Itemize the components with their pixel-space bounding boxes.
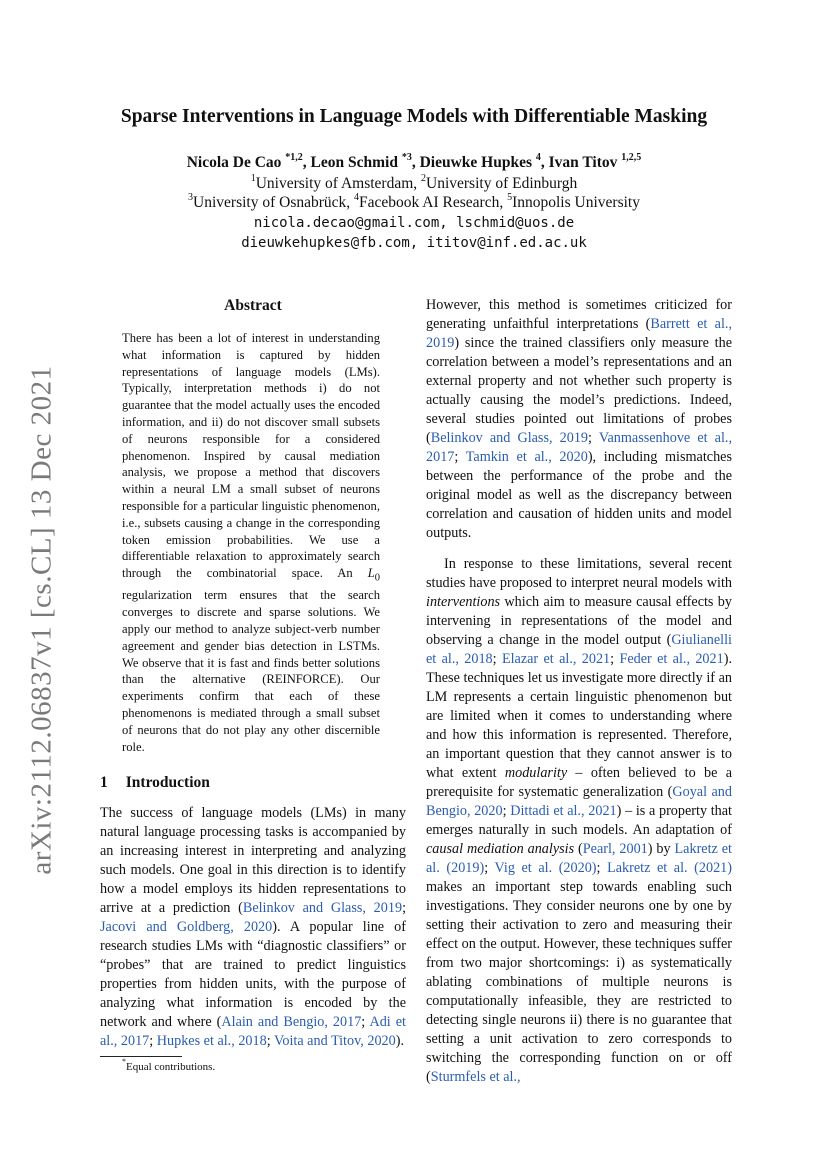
citation-link[interactable]: Lakretz et al. (2019) [426,841,732,876]
citation-link[interactable]: Voita and Titov, 2020 [273,1033,396,1049]
arxiv-identifier [22,360,62,880]
affiliation-name: University of Amsterdam, [255,175,422,192]
text-run: – often believed to be a prerequisite for systematic generalization ( [426,765,732,800]
text-run: ). A popular line of research studies LMs with “diagnostic classifiers” or “probes” that are trained to predict linguistics properties from hidden units, with the purpose of analyzing what information is encoded by the network and where ( [100,919,406,1030]
text-run: However, this method is sometimes criticized for generating unfaithful interpretations ( [426,297,732,332]
text-run: The success of language models (LMs) in many natural language processing tasks is accompanied by an increasing interest in interpreting and analyzing such models. One goal in this direction is to identify how a model employs its hidden representations to arrive at a prediction ( [100,805,406,916]
affiliation-name: Innopolis University [512,194,640,211]
affiliation-line-1 [0,172,828,193]
author-name: Leon Schmid [310,154,398,171]
text-run: In response to these limitations, several recent studies have proposed to interpret neural models with [426,556,732,591]
citation-link[interactable]: Feder et al., 2021 [619,651,724,667]
text-run: ; [610,651,620,667]
section-heading-introduction [100,774,210,792]
arxiv-identifier-text: arXiv:2112.06837v1 [cs.CL] 13 Dec 2021 [25,365,58,875]
text-run: ; [402,900,407,916]
footnote-rule [100,1056,182,1057]
affiliation-mark: 3 [188,191,194,203]
author-affiliation-mark: *1,2 [285,151,303,163]
affiliation-line-2 [0,191,828,212]
affiliation-mark: 5 [507,191,513,203]
right-column-text [426,296,732,1087]
emphasis-text: causal mediation analysis [426,841,575,857]
text-run: ; [361,1014,370,1030]
paper-title: Sparse Interventions in Language Models with Differentiable Masking [120,106,708,127]
citation-link[interactable]: Dittadi et al., 2021 [510,803,617,819]
citation-link[interactable]: Vanmassenhove et al., 2017 [426,430,733,465]
abstract-body [122,330,380,755]
text-run: ; [266,1033,274,1049]
email-line-2: dieuwkehupkes@fb.com, ititov@inf.ed.ac.uk [241,235,587,251]
citation-link[interactable]: Belinkov and Glass, 2019 [242,900,403,916]
text-run: ). [395,1033,405,1049]
citation-link[interactable]: Vig et al. (2020) [494,860,597,876]
citation-link[interactable]: Lakretz et al. (2021) [607,860,732,876]
citation-link[interactable]: Alain and Bengio, 2017 [221,1014,362,1030]
citation-link[interactable]: Goyal and Bengio, 2020 [426,784,732,819]
citation-link[interactable]: Sturmfels et al., [430,1069,521,1085]
citation-link[interactable]: Pearl, 2001 [582,841,648,857]
footnote-text: Equal contributions. [126,1061,216,1073]
author-name: Nicola De Cao [186,154,282,171]
citation-link[interactable]: Giulianelli et al., 2018 [426,632,732,667]
text-run: ( [574,841,583,857]
text-run: ; [454,449,466,465]
text-run: ). These techniques let us investigate more directly if an LM represents a certain linguistic phenomenon but are limited when it comes to understanding where and how this information is represented. Therefore, an important question that they cannot answer is to what extent [426,651,732,781]
citation-link[interactable]: Jacovi and Goldberg, 2020 [100,919,273,935]
author-name: Ivan Titov [548,154,618,171]
text-run: ) – is a property that emerges naturally in such models. An adaptation of [426,803,733,838]
intro-paragraph-1 [100,804,406,1051]
text-run: which aim to measure causal effects by intervening in representations of the model and observing a change in the model output ( [426,594,732,648]
author-affiliation-mark: 1,2,5 [621,151,642,163]
text-run: ; [484,860,495,876]
emphasis-text: L [367,566,375,581]
author-name: Dieuwke Hupkes [419,154,532,171]
citation-link[interactable]: Tamkin et al., 2020 [465,449,588,465]
affiliation-name: University of Edinburgh [426,175,578,192]
affiliation-mark: 4 [354,191,360,203]
intro-paragraph-2 [426,296,732,543]
text-run: ) by [647,841,675,857]
citation-link[interactable]: Barrett et al., 2019 [426,316,732,351]
affiliation-name: University of Osnabrück, [193,194,355,211]
section-title: Introduction [125,774,210,791]
citation-link[interactable]: Hupkes et al., 2018 [156,1033,267,1049]
text-run: ) since the trained classifiers only measure the correlation between a model’s representations and an external property and not whether such property is actually causing the model’s predictions. Indeed, several studies pointed out limitations of probes ( [426,335,732,446]
intro-paragraph-3 [426,555,732,1087]
email-line-1: nicola.decao@gmail.com, lschmid@uos.de [253,215,575,231]
text-run: regularization term ensures that the search converges to discrete and sparse solutions. We apply our method to analyze subject-verb number agreement and gender bias detection in LSTMs. We observe that it is fast and finds better solutions than the alternative (REINFORCE). Our experiments confirm that each of these phenomenons is mediated through a small subset of neurons that do not play any other discernible role. [122,588,380,754]
left-column-text [100,804,406,1051]
affiliation-name: Facebook AI Research, [359,194,508,211]
section-number: 1 [100,774,108,791]
text-run: ; [596,860,608,876]
author-affiliation-mark: 4 [535,151,541,163]
abstract-heading: Abstract [224,297,282,314]
citation-link[interactable]: Adi et al., 2017 [100,1014,406,1049]
text-run: ; [588,430,599,446]
text-run: ; [149,1033,157,1049]
text-run: ; [492,651,502,667]
text-run: ; [502,803,511,819]
author-list: Nicola De Cao $^{*1,2}$, Leon Schmid $^{*3}$, Dieuwke Hupkes $^4$, Ivan Titov $^{1,2,5}$ [186,151,642,171]
text-run: ), including mismatches between the performance of the probe and the original model as well as the discrepancy between correlation and causation of hidden units and model outputs. [426,449,732,541]
citation-link[interactable]: Belinkov and Glass, 2019 [430,430,589,446]
affiliation-mark: 1 [250,172,256,184]
text-run: makes an important step towards enabling such investigations. They consider neurons one by one by setting their activation to zero and measuring their effect on the output. However, these techniques suffer from two major shortcomings: i) as systematically ablating combinations of multiple neurons is computationally infeasible, they are restricted to detecting single neurons ii) there is no guarantee that setting a unit activation to zero corresponds to switching the corresponding function on or off ( [426,879,732,1085]
author-affiliation-mark: *3 [401,151,412,163]
subscript-text: 0 [374,572,380,584]
text-run: There has been a lot of interest in understanding what information is captured by hidden representations of language models (LMs). Typically, interpretation methods i) do not guarantee that the model actually uses the encoded information, and ii) do not discover small subsets of neurons responsible for a considered phenomenon. Inspired by causal mediation analysis, we propose a method that discovers within a neural LM a small subset of neurons responsible for a particular linguistic phenomenon, i.e., subsets causing a change in the corresponding token emission probabilities. We use a differentiable relaxation to approximately search through the combinatorial space. An [122,331,380,581]
affiliation-mark: 2 [421,172,427,184]
footnote-mark: * [122,1057,126,1067]
emphasis-text: interventions [426,594,501,610]
citation-link[interactable]: Elazar et al., 2021 [501,651,611,667]
footnote [122,1057,216,1073]
emphasis-text: modularity [504,765,568,781]
